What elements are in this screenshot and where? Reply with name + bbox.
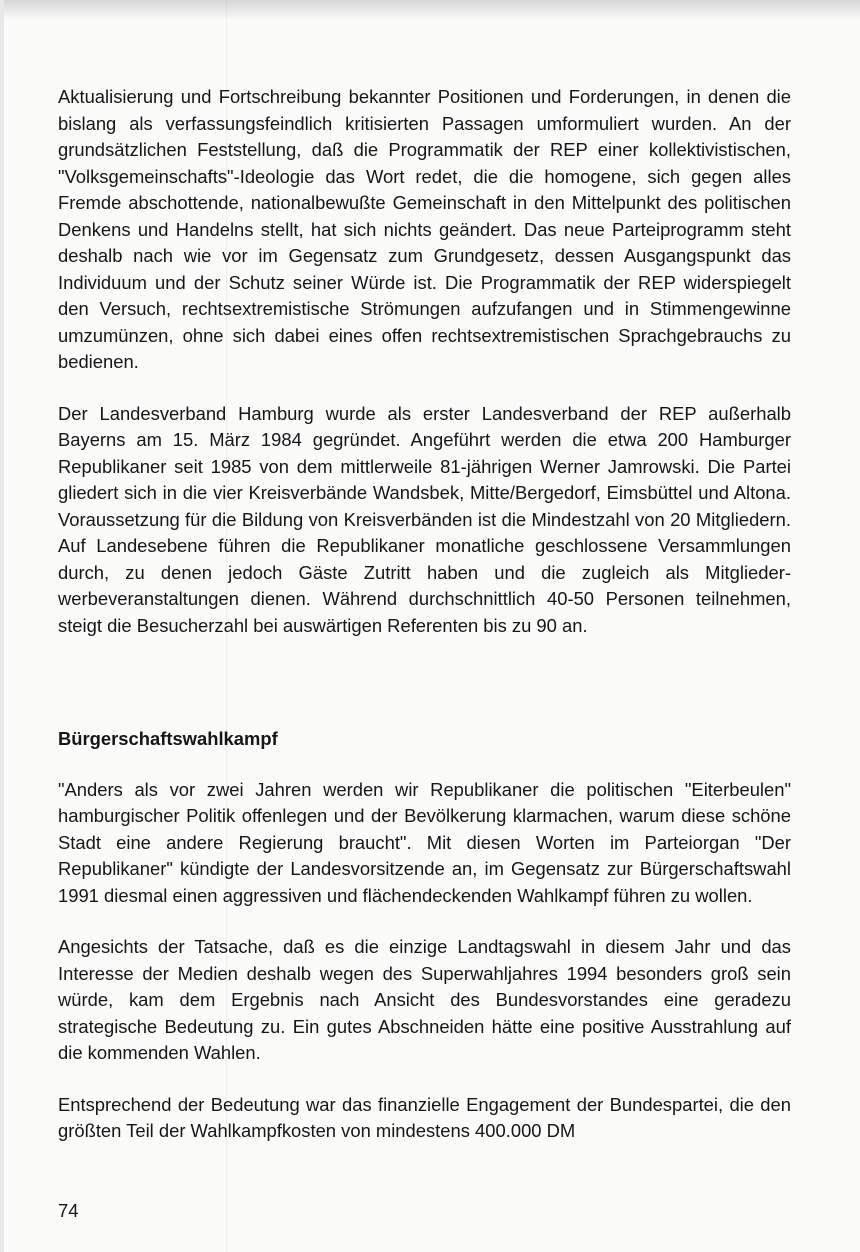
paragraph-strategische-bedeutung: Angesichts der Tatsache, daß es die einzige Landtagswahl in diesem Jahr und das Interesse der Medien deshalb wegen des Superwahljahres 1994 besonders groß sein würde, kam dem Ergebnis nach Ansicht des Bundesvorstandes eine geradezu strategische Bedeutung zu. Ein gutes Abschneiden hätte eine positive Ausstrahlung auf die kommenden Wahlen. [58,936,791,1063]
page-left-edge [0,0,4,1252]
page-top-shadow [0,0,860,20]
paragraph-landesverband: Der Landesverband Hamburg wurde als erster Landesverband der REP außerhalb Bayerns am 15. März 1984 gegründet. Angeführt werden die etwa 200 Hamburger Republikaner seit 1985 von dem mittlerweile 81-jährigen Werner Jamrowski. Die Partei gliedert sich in die vier Kreisverbände Wandsbek, Mitte/Bergedorf, Eimsbüttel und Altona. Voraussetzung für die Bildung von Kreisverbänden ist die Mindestzahl von 20 Mitgliedern. Auf Landesebene führen die Republikaner monatliche geschlossene Versammlungen durch, zu denen jedoch Gäste Zutritt haben und die zugleich als Mitgliederwerbeveranstaltungen dienen. Während durchschnittlich 40-50 Personen teilnehmen, steigt die Besucherzahl bei auswärtigen Referenten bis zu 90 an. [58,402,791,636]
paragraph-finanzielles-engagement: Entsprechend der Bedeutung war das finanzielle Engagement der Bundespartei, die den größten Teil der Wahlkampfkosten von mindestens 400.000 DM [58,1093,791,1141]
paragraph-programmatik: Aktualisierung und Fortschreibung bekannter Positionen und Forderungen, in denen die bislang als verfassungsfeindlich kritisierten Passagen umformuliert wurden. An der grundsätzlichen Feststellung, daß die Programmatik der REP einer kollektivistischen, "Volksgemeinschafts"-Ideologie das Wort redet, die die homogene, sich gegen alles Fremde abschottende, nationalbewußte Gemeinschaft in den Mittelpunkt des politischen Denkens und Handelns stellt, hat sich nichts geändert. Das neue Parteiprogramm steht deshalb nach wie vor im Gegensatz zum Grundgesetz, dessen Ausgangspunkt das Individuum und der Schutz seiner Würde ist. Die Programmatik der REP widerspiegelt den Versuch, rechtsextremistische Strömungen aufzufangen und in Stimmengewinne umzumünzen, ohne sich dabei eines offen rechtsextremistischen Sprachgebrauchs zu bedienen. [58,86,791,372]
page-body [58,84,791,1145]
page-number: 74 [58,1200,79,1221]
section-heading: Bürgerschaftswahlkampf [58,728,278,749]
paragraph-wahlkampf-zitat: "Anders als vor zwei Jahren werden wir Republikaner die politischen "Eiterbeulen" hamburgischer Politik offenlegen und der Bevölkerung klarmachen, warum diese schöne Stadt eine andere Regierung braucht". Mit diesen Worten im Parteiorgan "Der Republikaner" kündigte der Landesvorsitzende an, im Gegensatz zur Bürgerschaftswahl 1991 diesmal einen aggressiven und flächendeckenden Wahlkampf führen zu wollen. [58,778,791,906]
